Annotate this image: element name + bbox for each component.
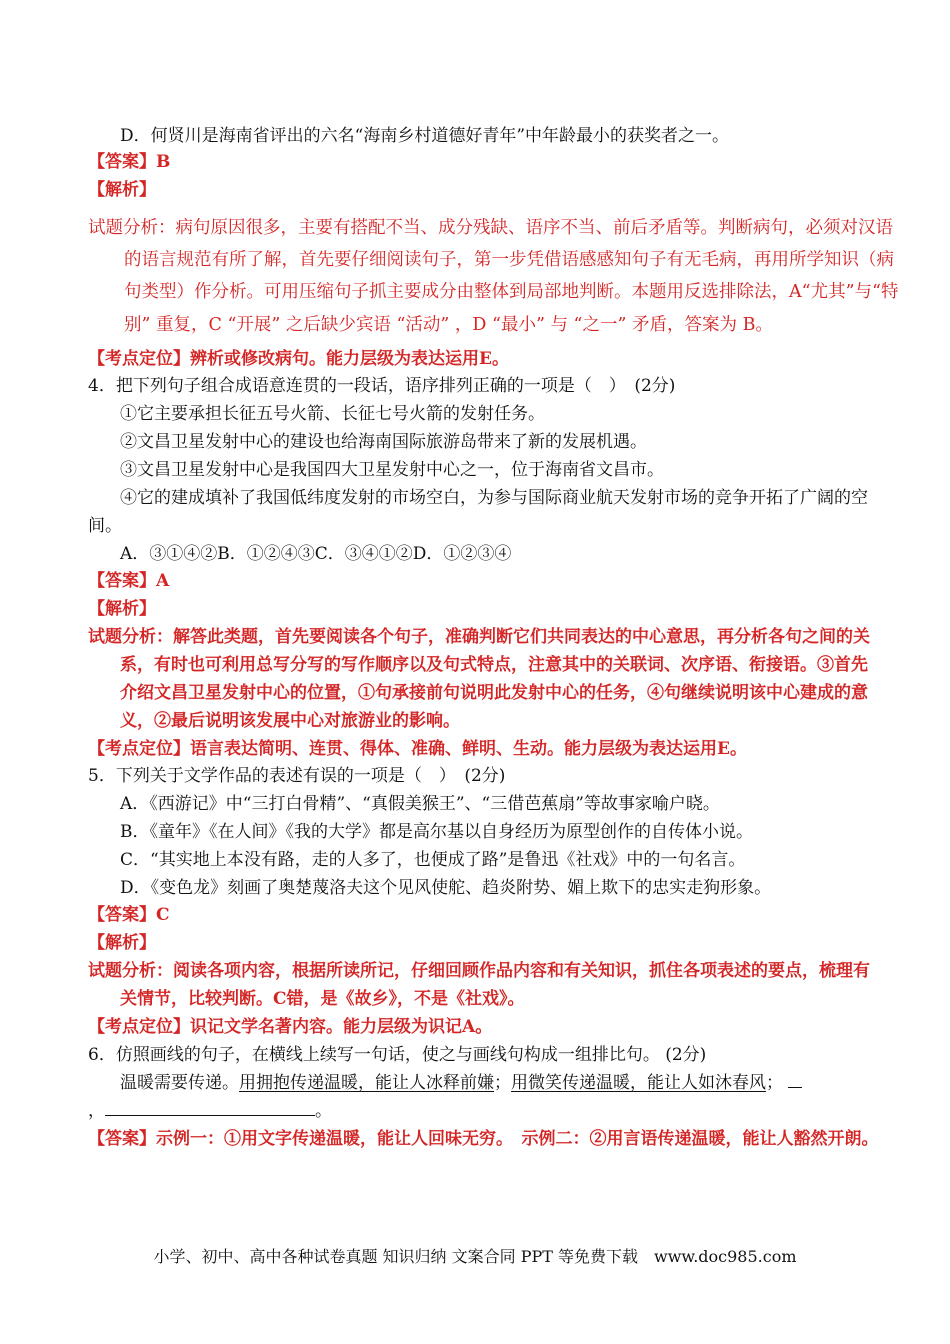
q5-answer: 【答案】C xyxy=(88,905,170,925)
q6-answer: 【答案】示例一：①用文字传递温暖，能让人回味无穷。 示例二：②用言语传递温暖，能让人豁然开朗。 xyxy=(88,1129,879,1149)
q5-analysis-label: 【解析】 xyxy=(88,933,156,953)
q5-option-c: C．“其实地上本没有路，走的人多了，也便成了路”是鲁迅《社戏》中的一句名言。 xyxy=(120,850,746,870)
page-footer: 小学、初中、高中各种试卷真题 知识归纳 文案合同 PPT 等免费下载 www.doc985.com xyxy=(153,1247,797,1266)
q3-option-d: D．何贤川是海南省评出的六名“海南乡村道德好青年”中年龄最小的获奖者之一。 xyxy=(120,126,730,146)
q5-point: 【考点定位】识记文学名著内容。能力层级为识记A。 xyxy=(88,1017,493,1037)
q4-options: A．③①④②B．①②④③C．③④①②D．①②③④ xyxy=(120,544,512,564)
q6-underlined-sentence-1: 用拥抱传递温暖，能让人冰释前嫌 xyxy=(239,1073,494,1093)
q3-analysis-line: 别” 重复，C “开展” 之后缺少宾语 “活动” ，D “最小” 与 “之一” 矛盾，答案为 B。 xyxy=(124,315,773,335)
q4-analysis-line: 系，有时也可利用总写分写的写作顺序以及句式特点，注意其中的关联词、次序语、衔接语。③首先 xyxy=(120,655,868,675)
q4-sentence: ③文昌卫星发射中心是我国四大卫星发射中心之一，位于海南省文昌市。 xyxy=(120,460,664,480)
q5-option-b: B．《童年》《在人间》《我的大学》都是高尔基以自身经历为原型创作的自传体小说。 xyxy=(120,822,753,842)
q3-analysis-line: 的语言规范有所了解，首先要仔细阅读句子，第一步凭借语感感知句子有无毛病，再用所学知识（病 xyxy=(124,250,894,270)
q5-option-d: D．《变色龙》刻画了奥楚蔑洛夫这个见风使舵、趋炎附势、媚上欺下的忠实走狗形象。 xyxy=(120,878,772,898)
q6-blank-line xyxy=(88,1099,332,1123)
q4-sentence: ④它的建成填补了我国低纬度发射的市场空白，为参与国际商业航天发射市场的竞争开拓了广阔的空 xyxy=(120,488,868,508)
q4-analysis-line: 介绍文昌卫星发射中心的位置，①句承接前句说明此发射中心的任务，④句继续说明该中心建成的意 xyxy=(120,683,868,703)
q6-question: 6．仿照画线的句子，在横线上续写一句话，使之与画线句构成一组排比句。 (2分) xyxy=(88,1045,707,1065)
q6-comma: ， xyxy=(88,1101,105,1121)
q5-analysis-line: 关情节，比较判断。C错，是《故乡》，不是《社戏》。 xyxy=(120,989,525,1009)
q3-analysis-line: 试题分析：病句原因很多，主要有搭配不当、成分残缺、语序不当、前后矛盾等。判断病句，必须对汉语 xyxy=(88,218,893,238)
q4-answer: 【答案】A xyxy=(88,571,170,591)
q3-point: 【考点定位】辨析或修改病句。能力层级为表达运用E。 xyxy=(88,349,509,369)
q4-sentence: ①它主要承担长征五号火箭、长征七号火箭的发射任务。 xyxy=(120,404,545,424)
q4-analysis-line: 义，②最后说明该发展中心对旅游业的影响。 xyxy=(120,711,460,731)
q6-separator: ； xyxy=(494,1073,511,1093)
q4-analysis-label: 【解析】 xyxy=(88,599,156,619)
q6-prompt-line xyxy=(120,1071,802,1095)
q3-analysis-label: 【解析】 xyxy=(88,180,156,200)
q6-lead: 温暖需要传递。 xyxy=(120,1073,239,1093)
q6-answer-blank[interactable] xyxy=(105,1099,315,1116)
q4-sentence: ②文昌卫星发射中心的建设也给海南国际旅游岛带来了新的发展机遇。 xyxy=(120,432,647,452)
q6-end: 。 xyxy=(315,1101,332,1121)
q5-analysis-line: 试题分析：阅读各项内容，根据所读所记，仔细回顾作品内容和有关知识，抓住各项表述的要点，梳理有 xyxy=(88,961,870,981)
q4-question: 4．把下列句子组合成语意连贯的一段话，语序排列正确的一项是（ ） (2分) xyxy=(88,376,676,396)
q4-analysis-line: 试题分析：解答此类题，首先要阅读各个句子，准确判断它们共同表达的中心意思，再分析各句之间的关 xyxy=(88,627,870,647)
q5-option-a: A．《西游记》中“三打白骨精”、“真假美猴王”、“三借芭蕉扇”等故事家喻户晓。 xyxy=(120,794,720,814)
q6-underlined-sentence-2: 用微笑传递温暖，能让人如沐春风 xyxy=(511,1073,766,1093)
q6-tail: ； xyxy=(766,1073,783,1093)
q3-answer: 【答案】B xyxy=(88,152,171,172)
q3-analysis-line: 句类型）作分析。可用压缩句子抓主要成分由整体到局部地判断。本题用反选排除法，A“尤其”与“特 xyxy=(124,282,899,302)
q4-point: 【考点定位】语言表达简明、连贯、得体、准确、鲜明、生动。能力层级为表达运用E。 xyxy=(88,739,747,759)
q6-answer-blank-start[interactable] xyxy=(788,1071,802,1088)
q5-question: 5．下列关于文学作品的表述有误的一项是（ ） (2分) xyxy=(88,766,506,786)
q4-sentence: 间。 xyxy=(88,516,122,536)
